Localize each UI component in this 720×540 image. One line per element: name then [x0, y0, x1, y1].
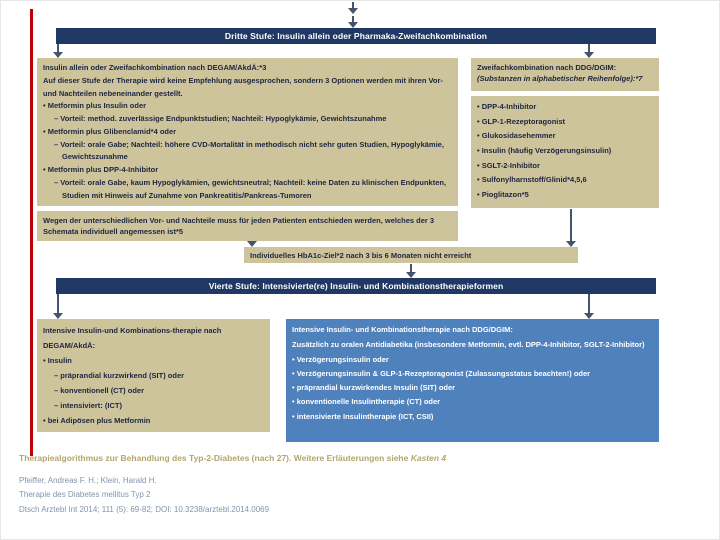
flow-arrow-down — [584, 44, 594, 58]
flow-arrow-down — [53, 294, 63, 319]
list-item: • DPP-4-Inhibitor — [477, 100, 653, 115]
figure-caption-reference: Kasten 4 — [410, 453, 447, 463]
stage4-degam-title: Intensive Insulin-und Kombinations-therapie nach DEGAM/AkdÄ: — [43, 326, 222, 350]
flow-arrow-down — [566, 209, 576, 247]
stage3-ddg-subtitle: (Substanzen in alphabetischer Reihenfolge):*7 — [477, 74, 643, 84]
hba1c-checkpoint-box: Individuelles HbA1c-Ziel*2 nach 3 bis 6 Monaten nicht erreicht — [244, 247, 578, 263]
stage3-degam-intro: Auf dieser Stufe der Therapie wird keine Empfehlung ausgesprochen, sondern 3 Optionen werden mit ihren Vor- und Nachteilen nebeneinander gestellt. — [43, 75, 443, 98]
list-item: • Sulfonylharnstoff/Glinid*4,5,6 — [477, 173, 653, 188]
citation-title: Therapie des Diabetes mellitus Typ 2 — [19, 490, 151, 500]
figure-caption — [19, 453, 709, 463]
stage4-ddg-box — [286, 319, 659, 442]
citation-authors: Pfeiffer, Andreas F. H.; Klein, Harald H. — [19, 476, 157, 485]
list-item: • präprandial kurzwirkendes Insulin (SIT) oder — [292, 381, 653, 395]
flow-arrow-down — [348, 16, 358, 28]
list-item: • intensivierte Insulintherapie (ICT, CSII) — [292, 410, 653, 424]
stage3-conclusion-box: Wegen der unterschiedlichen Vor- und Nachteile muss für jeden Patienten entschieden werden, welches der 3 Schemata individuell angemessen ist*5 — [37, 211, 458, 241]
stage3-ddg-header-box — [471, 58, 659, 91]
flow-arrow-down — [53, 44, 63, 58]
stage3-ddg-list-box — [471, 96, 659, 208]
stage4-header-bar: Vierte Stufe: Intensivierte(re) Insulin- und Kombinationstherapieformen — [56, 278, 656, 294]
list-item: • bei Adipösen plus Metformin — [43, 413, 264, 428]
stage3-degam-title: Insulin allein oder Zweifachkombination nach DEGAM/AkdÄ:*3 — [43, 63, 267, 72]
stage4-degam-box — [37, 319, 270, 432]
stage3-ddg-title: Zweifachkombination nach DDG/DGIM: — [477, 63, 617, 72]
stage3-header-bar: Dritte Stufe: Insulin allein oder Pharmaka-Zweifachkombination — [56, 28, 656, 44]
citation-block — [19, 474, 709, 517]
option-item: • Metformin plus Glibenclamid*4 oder — [43, 126, 452, 139]
list-item: • Verzögerungsinsulin oder — [292, 353, 653, 367]
option-detail: – Vorteil: method. zuverlässige Endpunktstudien; Nachteil: Hypoglykämie, Gewichtszunahme — [43, 113, 452, 126]
figure-caption-text: Therapiealgorithmus zur Behandlung des Typ-2-Diabetes (nach 27). Weitere Erläuterungen siehe — [19, 453, 411, 463]
flow-arrow-down — [406, 264, 416, 278]
flow-arrow-down — [348, 2, 358, 14]
stage4-ddg-subtitle: Zusätzlich zu oralen Antidiabetika (insbesondere Metformin, evtl. DPP-4-Inhibitor, SGLT-2-Inhibitor) — [292, 340, 645, 350]
list-item: • Glukosidasehemmer — [477, 129, 653, 144]
stage3-degam-box — [37, 58, 458, 206]
option-item: • Metformin plus DPP-4-Inhibitor — [43, 164, 452, 177]
red-connector-line — [30, 9, 33, 456]
list-item: • SGLT-2-Inhibitor — [477, 159, 653, 174]
list-item: • Verzögerungsinsulin & GLP-1-Rezeptoragonist (Zulassungsstatus beachten!) oder — [292, 367, 653, 381]
list-item: • konventionelle Insulintherapie (CT) oder — [292, 395, 653, 409]
option-detail: – Vorteil: orale Gabe, kaum Hypoglykämien, gewichtsneutral; Nachteil: keine Daten zu klinischen Endpunkten, Studien mit Hinweis auf Zunahme von Pankreatitis/Pankreas-Tumoren — [43, 177, 452, 203]
option-detail: – Vorteil: orale Gabe; Nachteil: höhere CVD-Mortalität in methodisch nicht sehr guten Studien, Hypoglykämie, Gewichtszunahme — [43, 139, 452, 165]
stage4-ddg-title: Intensive Insulin- und Kombinationstherapie nach DDG/DGIM: — [292, 325, 513, 334]
list-sub-item: – präprandial kurzwirkend (SIT) oder — [43, 368, 264, 383]
option-item: • Metformin plus Insulin oder — [43, 100, 452, 113]
flow-arrow-down — [584, 294, 594, 319]
list-sub-item: – konventionell (CT) oder — [43, 383, 264, 398]
list-item: • Insulin — [43, 353, 264, 368]
list-item: • GLP-1-Rezeptoragonist — [477, 115, 653, 130]
list-item: • Insulin (häufig Verzögerungsinsulin) — [477, 144, 653, 159]
citation-source: Dtsch Arztebl Int 2014; 111 (5): 69-82; DOI: 10.3238/arztebl.2014.0069 — [19, 504, 270, 514]
list-item: • Pioglitazon*5 — [477, 188, 653, 203]
list-sub-item: – intensiviert: (ICT) — [43, 398, 264, 413]
